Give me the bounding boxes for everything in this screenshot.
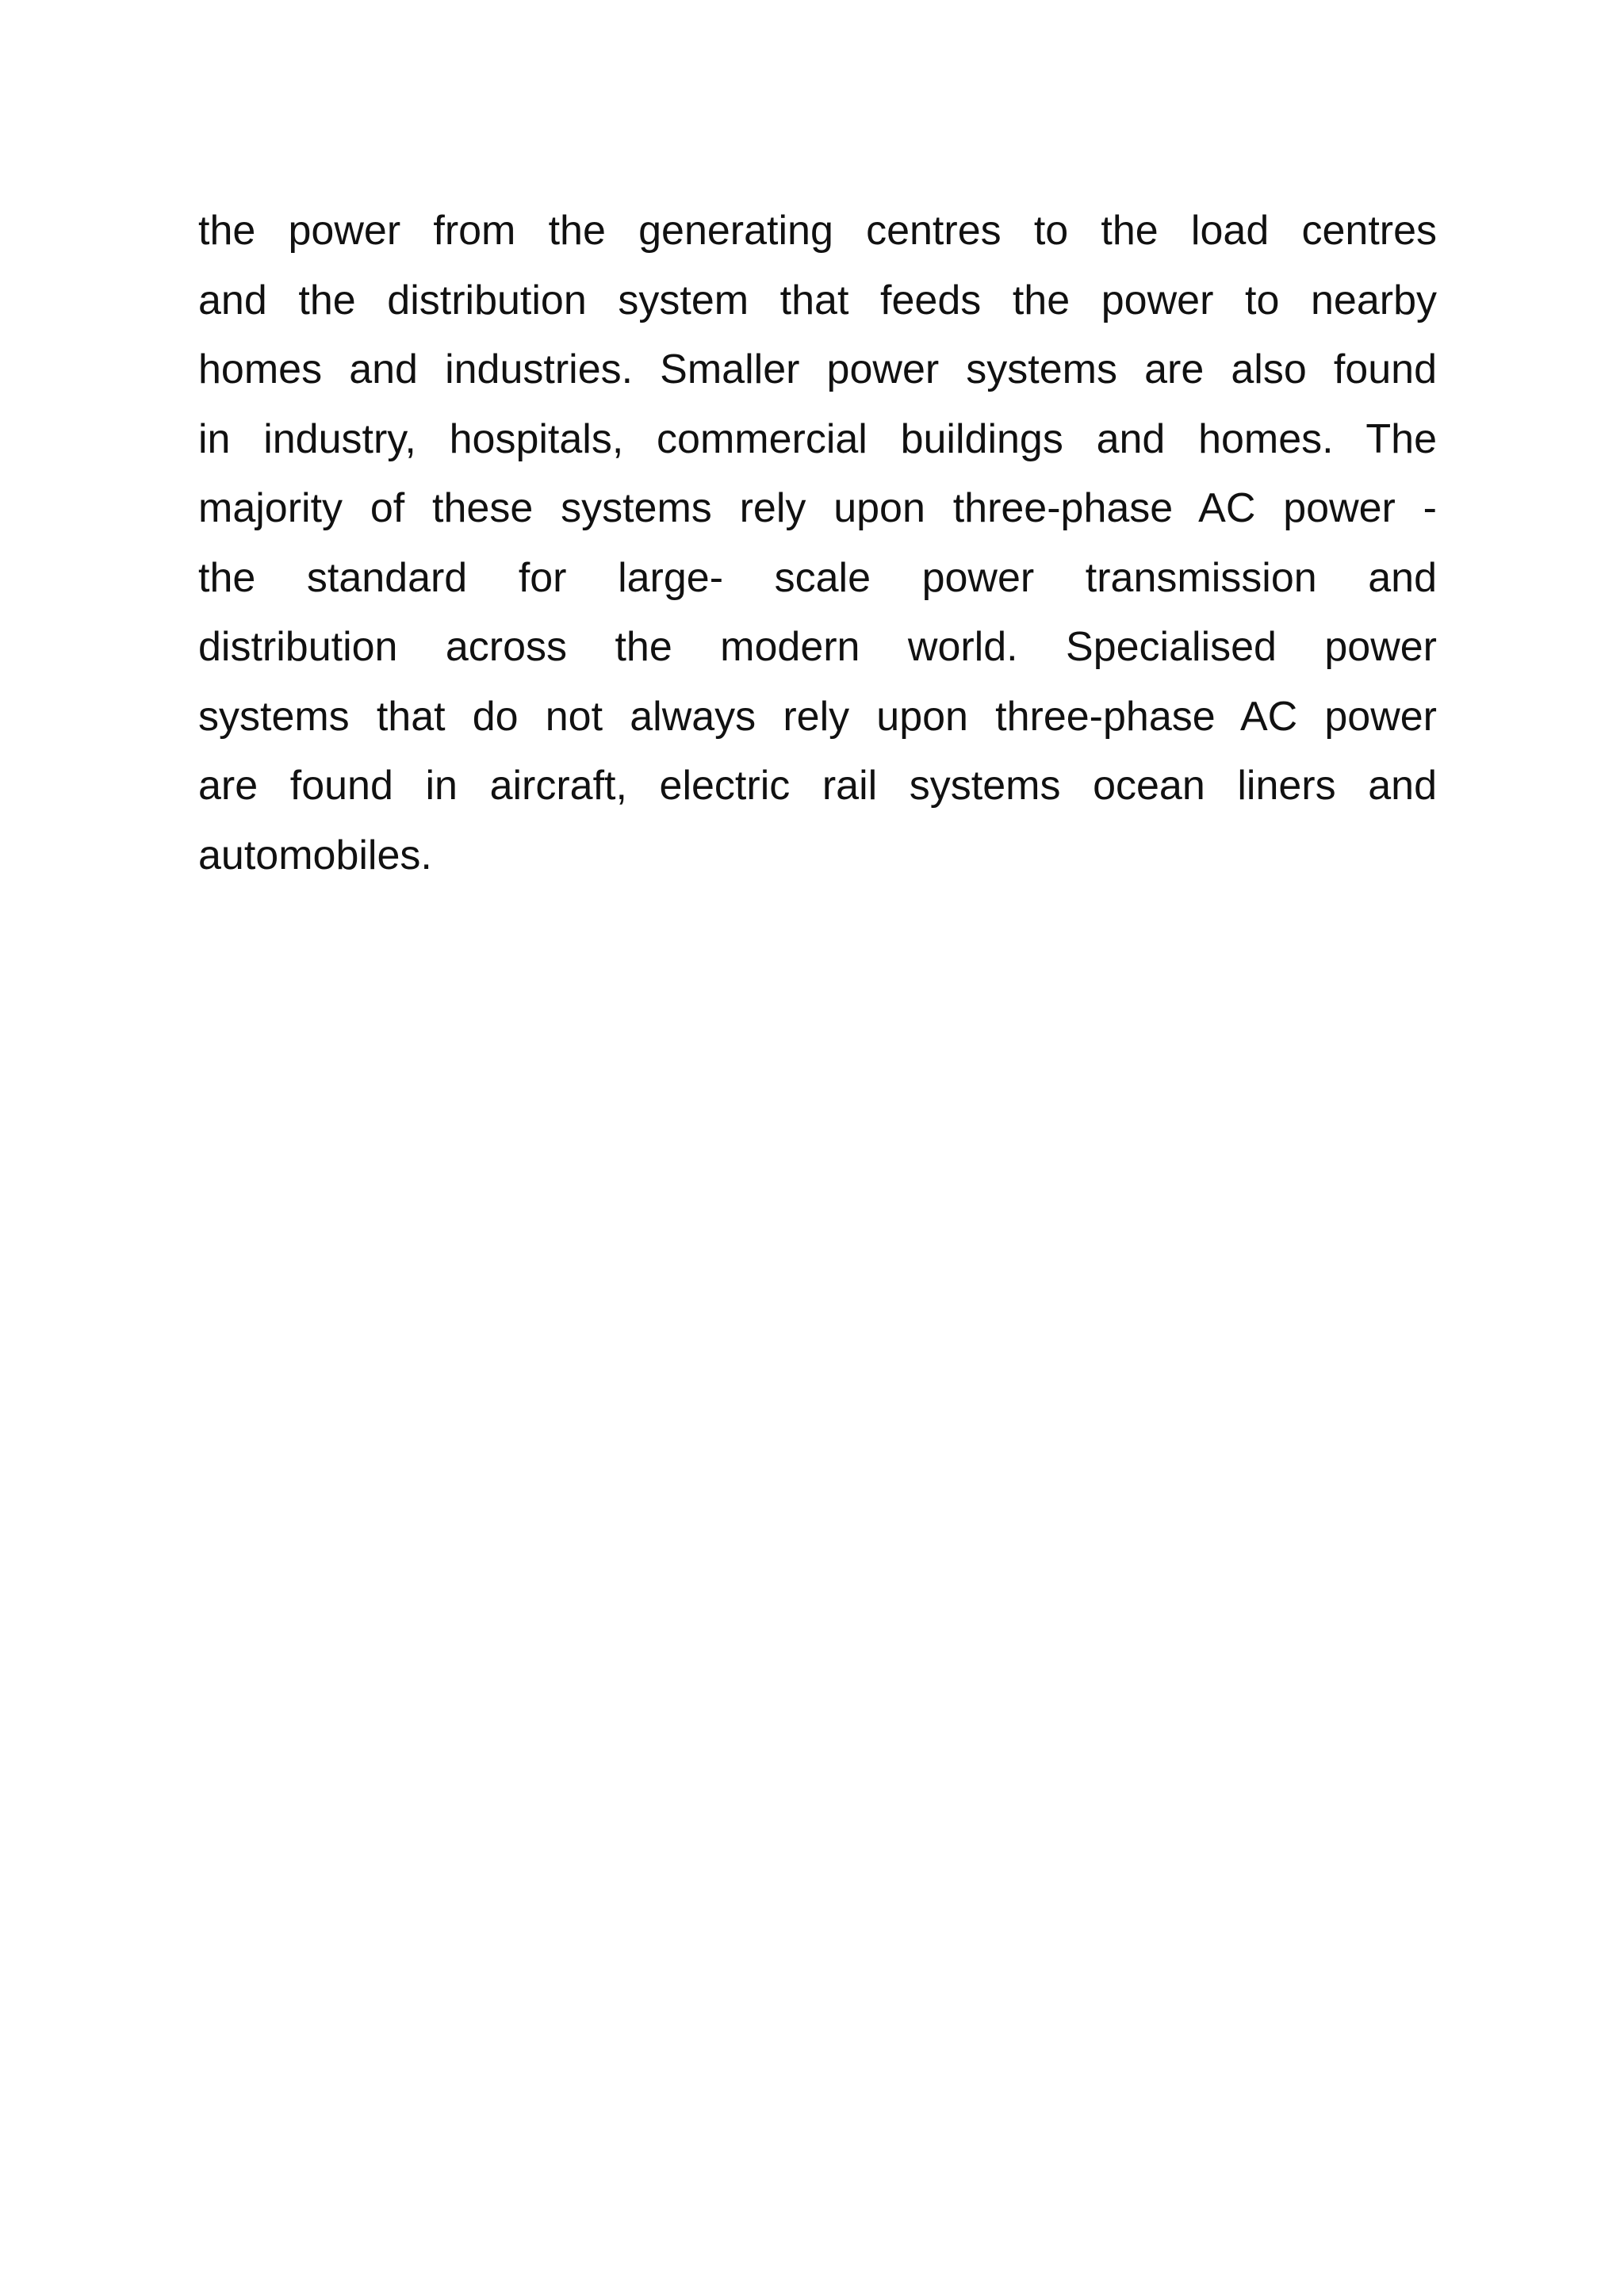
paragraph-line: automobiles. bbox=[198, 832, 432, 878]
paragraph-line: and the distribution system that feeds the power to nearby bbox=[198, 277, 1437, 323]
paragraph-line: majority of these systems rely upon three-phase AC power - bbox=[198, 485, 1437, 531]
paragraph-line: are found in aircraft, electric rail systems ocean liners and bbox=[198, 763, 1437, 809]
paragraph-line: homes and industries. Smaller power systems are also found bbox=[198, 346, 1437, 392]
paragraph-line: the power from the generating centres to the load centres bbox=[198, 208, 1437, 254]
paragraph-line: the standard for large- scale power transmission and bbox=[198, 554, 1437, 601]
body-paragraph bbox=[198, 197, 1437, 890]
paragraph-line: in industry, hospitals, commercial buildings and homes. The bbox=[198, 415, 1437, 462]
paragraph-line: distribution across the modern world. Specialised power bbox=[198, 624, 1437, 670]
paragraph-line: systems that do not always rely upon three-phase AC power bbox=[198, 693, 1437, 740]
